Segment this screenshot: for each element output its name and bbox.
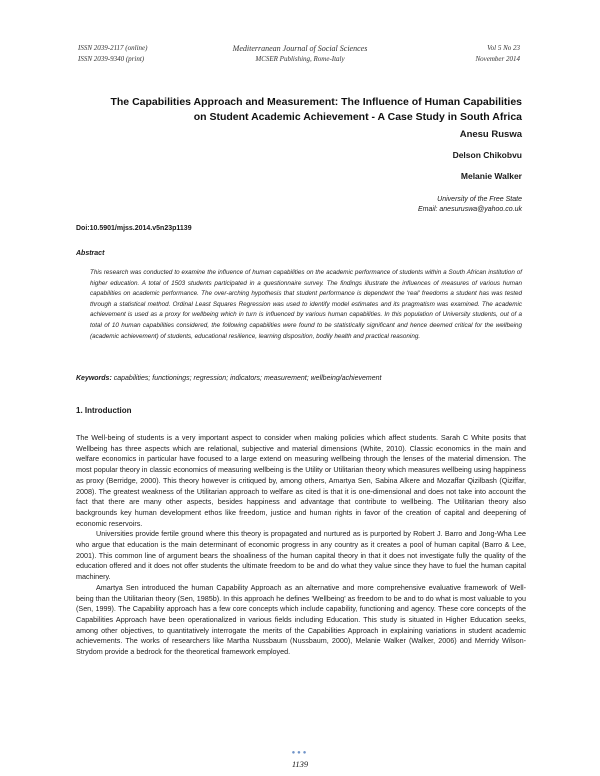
section-heading: 1. Introduction <box>76 406 132 415</box>
keywords-text: capabilities; functionings; regression; indicators; measurement; wellbeing/achievement <box>113 375 382 382</box>
footer-dots: ●●● <box>291 750 309 756</box>
doi[interactable]: Doi:10.5901/mjss.2014.v5n23p1139 <box>76 225 192 232</box>
journal-name: Mediterranean Journal of Social Sciences <box>232 44 368 53</box>
paragraph: Amartya Sen introduced the human Capability Approach as an alternative and more comprehensive evaluative framework of Well-being than the Utilitarian theory (Sen, 1985b). In this approach he defines 'Wellbeing' as freedom to be and to do what is most valuable to you (Sen, 1999). The Capability approach has a few core concepts which include capability, functioning and agency. These core concepts of the Capabilities Approach have been operationalized in various fields including Education. This study is situated in Higher Education seeks, among other objectives, to quantitatively interrogate the merits of the Capabilities Approach in explaining variations in student academic achievements. The works of researchers like Martha Nussbaum (Nussbaum, 2000), Melanie Walker (Walker, 2006) and Merridy Wilson-Strydom provide a bedrock for the theoretical framework employed. <box>76 582 526 657</box>
keywords-label: Keywords: <box>76 375 112 382</box>
issn-print: ISSN 2039-9340 (print) <box>78 55 145 63</box>
abstract-heading: Abstract <box>76 250 105 257</box>
email[interactable]: Email: anesuruswa@yahoo.co.uk <box>418 206 522 213</box>
volume-block <box>475 43 520 65</box>
section-body <box>76 433 526 658</box>
author-name: Melanie Walker <box>460 171 522 181</box>
keywords <box>76 374 526 383</box>
author-name: Anesu Ruswa <box>459 129 522 140</box>
volume: Vol 5 No 23 <box>487 44 520 52</box>
issue-date: November 2014 <box>475 55 520 63</box>
author-list <box>453 129 522 192</box>
abstract-text: This research was conducted to examine the influence of human capabilities on the academic performance of students within a South African institution of higher education. A total of 1503 students participated in a questionnaire survey. The findings illustrate the influences of measures of various human capabilities on academic performance. The over-arching hypothesis that student performance is dependent the 'real' freedoms a student has was tested through a statistical method. Ordinal Least Squares Regression was used to identify model estimates and its pragmatism was examined. The academic achievement is used as a proxy for wellbeing which in turn is influenced by various human capabilities. In this population of University students, out of a total of 10 human capabilities considered, the following capabilities were found to be statistically significant and hence deemed critical for the wellbeing (academic achievement) of students, educational resilience, learning disposition, bodily health and practical reasoning. <box>90 269 522 340</box>
affiliation <box>418 195 522 215</box>
publisher: MCSER Publishing, Rome-Italy <box>255 55 345 63</box>
author-name: Delson Chikobvu <box>452 150 522 160</box>
page-number: 1139 <box>291 759 309 769</box>
paper-title: The Capabilities Approach and Measurement: The Influence of Human Capabilities on Student Academic Achievement - A Case Study in South Africa <box>110 96 522 123</box>
paragraph: Universities provide fertile ground where this theory is propagated and nurtured as is purported by Robert J. Barro and Jong-Wha Lee who argue that education is the main determinant of economic progress in any country as it creates a pool of human capital (Barro & Lee, 2001). This common line of argument bears the shoaliness of the human capital theory in that it does not investigate fully the quality of the education offered and it does not offer students the ultimate freedom to be and do what they value since they have to fuel the human capital machinery. <box>76 529 526 582</box>
paragraph: The Well-being of students is a very important aspect to consider when making policies which affect students. Sarah C White posits that Wellbeing has three aspects which are relational, subjective and material dimensions (White, 2010). Classic economics in the main and welfare economics in particular have focused to a large extend on measuring wellbeing through the lenses of the material dimension. The most popular theory in classic economics of measuring wellbeing is the Utility or Utilitarian theory which measures wellbeing using happiness as proxy (Berridge, 2000). This theory however is critiqued by, among others, Amartya Sen, Sabina Alkere and Mozaffar Qizilbash (Qiziffar, 2008). The greatest weakness of the Utilitarian approach to welfare as cited is that it is one-dimensional and does not take into account the fact that there are many other aspects, besides happiness and advantage that contribute to wellbeing. The Utilitarian theory also backgrounds key human development ethos like freedom, justice and human rights in favor of the creation of capital and deepening of economic reservoirs. <box>76 433 526 528</box>
issn-online: ISSN 2039-2117 (online) <box>78 44 148 52</box>
university: University of the Free State <box>437 196 522 203</box>
